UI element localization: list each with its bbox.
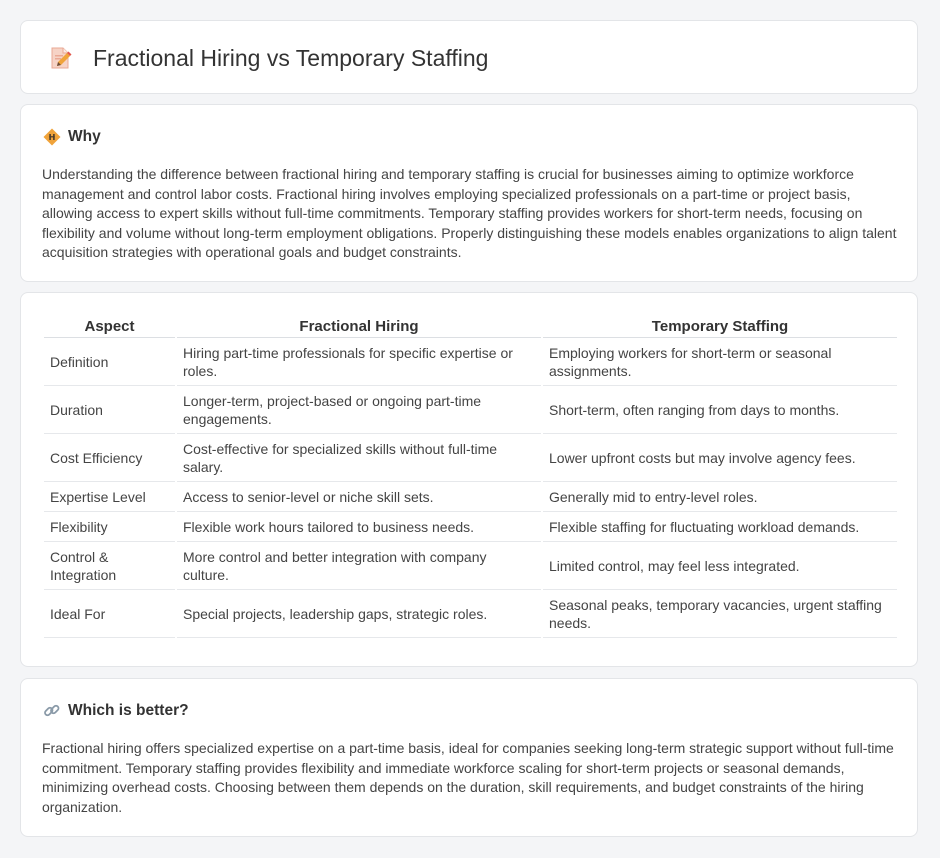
row-fractional: Flexible work hours tailored to business needs. <box>177 512 541 542</box>
row-aspect: Control & Integration <box>44 542 175 590</box>
why-heading <box>43 127 101 147</box>
better-paragraph: Fractional hiring offers specialized expertise on a part-time basis, ideal for companies seeking long-term strategic support without full-time commitment. Temporary staffing provides flexibility and immediate workforce scaling for short-term projects or seasonal demands, minimizing overhead costs. Choosing between them depends on the duration, skill requirements, and budget constraints of the hiring organization. <box>42 740 894 815</box>
comparison-section <box>20 292 918 667</box>
table-row <box>44 542 897 590</box>
table-header-row <box>44 315 897 338</box>
better-title: Which is better? <box>68 702 189 719</box>
row-temporary: Generally mid to entry-level roles. <box>543 482 897 512</box>
header-temporary-staffing: Temporary Staffing <box>543 315 897 338</box>
row-aspect: Definition <box>44 338 175 386</box>
row-fractional: More control and better integration with company culture. <box>177 542 541 590</box>
row-fractional: Hiring part-time professionals for specific expertise or roles. <box>177 338 541 386</box>
table-row <box>44 512 897 542</box>
row-aspect: Ideal For <box>44 590 175 638</box>
row-aspect: Duration <box>44 386 175 434</box>
better-heading <box>43 701 189 721</box>
header-fractional-hiring: Fractional Hiring <box>177 315 541 338</box>
row-temporary: Seasonal peaks, temporary vacancies, urgent staffing needs. <box>543 590 897 638</box>
row-fractional: Cost-effective for specialized skills without full-time salary. <box>177 434 541 482</box>
table-row <box>44 338 897 386</box>
row-fractional: Longer-term, project-based or ongoing part-time engagements. <box>177 386 541 434</box>
row-aspect: Cost Efficiency <box>44 434 175 482</box>
row-aspect: Expertise Level <box>44 482 175 512</box>
document-pencil-icon <box>47 45 73 71</box>
table-row <box>44 590 897 638</box>
row-temporary: Lower upfront costs but may involve agency fees. <box>543 434 897 482</box>
header-aspect: Aspect <box>44 315 175 338</box>
table-row <box>44 434 897 482</box>
comparison-table <box>42 315 899 638</box>
page-title: Fractional Hiring vs Temporary Staffing <box>93 45 489 71</box>
table-row <box>44 482 897 512</box>
why-paragraph: Understanding the difference between fractional hiring and temporary staffing is crucial for businesses aiming to optimize workforce management and control labor costs. Fractional hiring involves employing specialized professionals on a part-time or project basis, allowing access to expert skills without full-time commitments. Temporary staffing provides workers for short-term needs, focusing on flexibility and volume without long-term employment obligations. Properly distinguishing these models enables organizations to align talent acquisition strategies with operational goals and budget constraints. <box>42 166 897 260</box>
row-temporary: Limited control, may feel less integrated. <box>543 542 897 590</box>
why-title: Why <box>68 128 101 145</box>
row-temporary: Employing workers for short-term or seasonal assignments. <box>543 338 897 386</box>
row-temporary: Flexible staffing for fluctuating workload demands. <box>543 512 897 542</box>
row-aspect: Flexibility <box>44 512 175 542</box>
row-fractional: Special projects, leadership gaps, strategic roles. <box>177 590 541 638</box>
table-row <box>44 386 897 434</box>
why-section <box>20 104 918 282</box>
row-fractional: Access to senior-level or niche skill sets. <box>177 482 541 512</box>
header-card <box>20 20 918 94</box>
link-icon <box>43 702 61 720</box>
which-is-better-section <box>20 678 918 837</box>
diamond-warning-icon <box>43 128 61 146</box>
row-temporary: Short-term, often ranging from days to months. <box>543 386 897 434</box>
